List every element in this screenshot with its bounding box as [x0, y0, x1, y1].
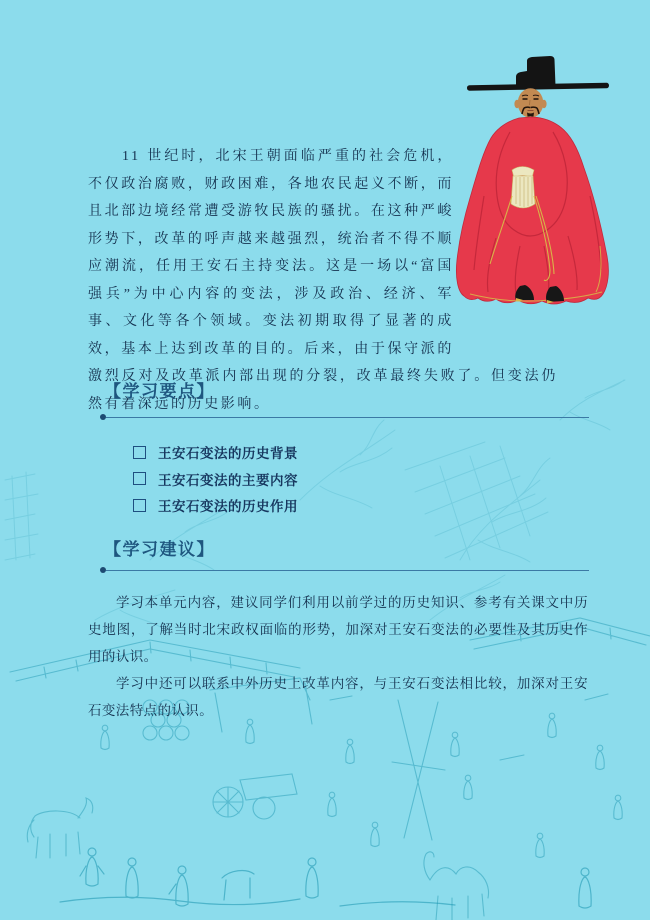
- rule-line: [106, 417, 589, 418]
- list-item-label: 王安石变法的主要内容: [158, 472, 298, 488]
- list-item: [133, 439, 298, 466]
- section-rule: [100, 566, 589, 574]
- intro-text: 11 世纪时，北宋王朝面临严重的社会危机，不仅政治腐败，财政困难，各地农民起义不断，而且北部边境经常遭受游牧民族的骚扰。在这种严峻形势下，改革的呼声越来越强烈，统治者不得不顺应潮流，任用王安石主持变法。这是一场以“富国强兵”为中心内容的变法，涉及政治、经济、军事、文化等各个领域。变法初期取得了显著的成效，基本上达到改革的目的。后来，由于保守派的激烈反对及改革派内部出现的分裂，改革最终失败了。但变法仍然有着深远的历史影响。: [88, 149, 558, 412]
- list-item: [133, 492, 298, 519]
- checkbox-icon: [133, 499, 146, 512]
- street-scene-foreground: [60, 848, 591, 908]
- list-item: [133, 466, 298, 493]
- checkbox-icon: [133, 446, 146, 459]
- portrait-hat: [467, 56, 609, 91]
- portrait-wrap-spacer: [454, 143, 558, 344]
- suggestions-paragraph: 学习中还可以联系中外历史上改革内容，与王安石变法相比较，加深对王安石变法特点的认识。: [88, 676, 588, 718]
- key-points-list: [133, 439, 298, 519]
- section-rule: [100, 413, 589, 421]
- list-item-label: 王安石变法的历史背景: [158, 446, 298, 462]
- rule-line: [106, 570, 589, 571]
- suggestions-paragraph: 学习本单元内容，建议同学们利用以前学过的历史知识、参考有关课文中历史地图，了解当时北宋政权面临的形势，加深对王安石变法的必要性及其历史作用的认识。: [88, 595, 588, 664]
- key-points-heading: 【学习要点】: [104, 382, 215, 401]
- suggestions-body: [88, 589, 588, 724]
- checkbox-icon: [133, 472, 146, 485]
- suggestions-heading: 【学习建议】: [104, 540, 215, 559]
- list-item-label: 王安石变法的历史作用: [158, 499, 298, 515]
